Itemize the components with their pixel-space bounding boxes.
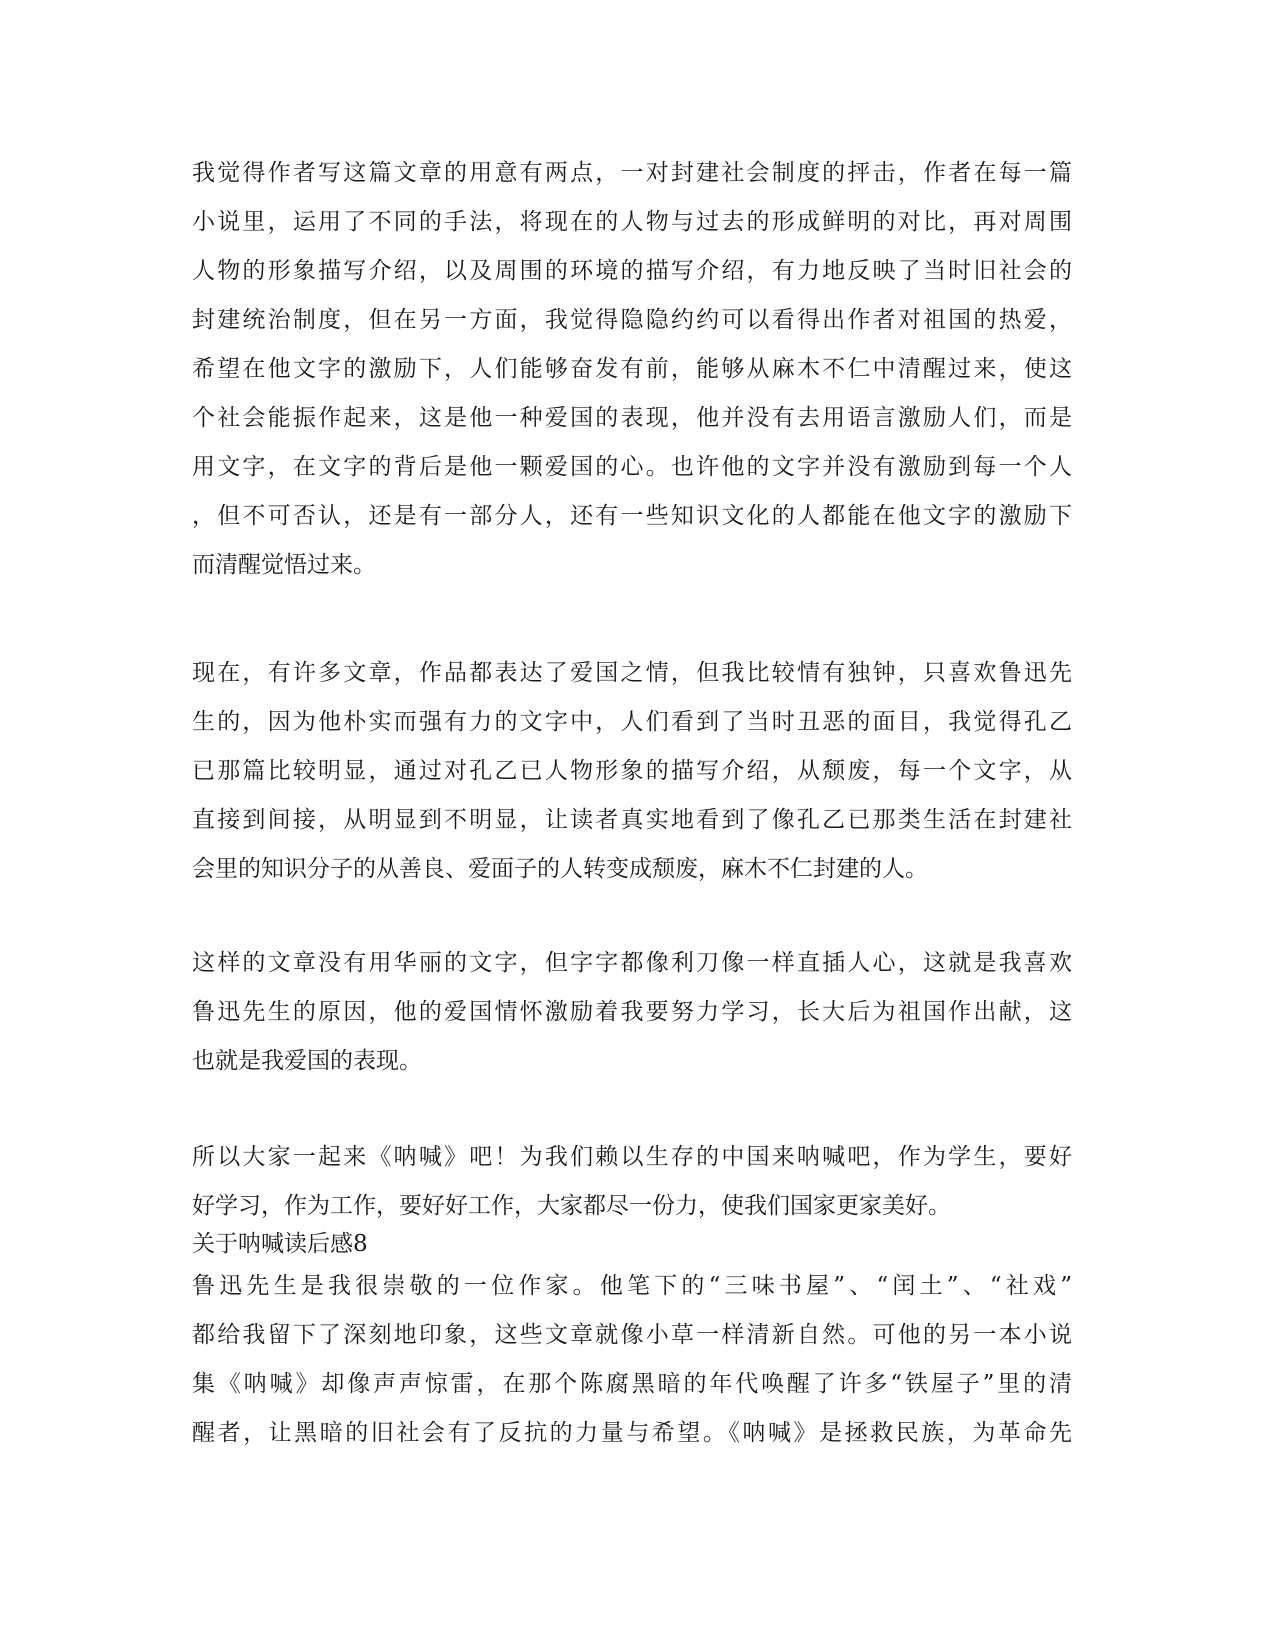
paragraph-line: 我觉得作者写这篇文章的用意有两点，一对封建社会制度的抨击，作者在每一篇 xyxy=(192,160,1072,186)
paragraph-line: 会里的知识分子的从善良、爱面子的人转变成颓废，麻木不仁封建的人。 xyxy=(192,856,928,882)
paragraph-line: 醒者，让黑暗的旧社会有了反抗的力量与希望。《呐喊》是拯救民族，为革命先 xyxy=(192,1420,1072,1446)
paragraph-line: 直接到间接，从明显到不明显，让读者真实地看到了像孔乙已那类生活在封建社 xyxy=(192,807,1072,833)
paragraph-line: 鲁迅先生的原因，他的爱国情怀激励着我要努力学习，长大后为祖国作出献，这 xyxy=(192,999,1072,1025)
paragraph-line: 封建统治制度，但在另一方面，我觉得隐隐约约可以看得出作者对祖国的热爱， xyxy=(192,307,1072,333)
paragraph-4 xyxy=(192,1133,1072,1231)
paragraph-line: 也就是我爱国的表现。 xyxy=(192,1048,422,1074)
section-title: 关于呐喊读后感8 xyxy=(192,1231,368,1257)
paragraph-line: 所以大家一起来《呐喊》吧！为我们赖以生存的中国来呐喊吧，作为学生，要好 xyxy=(192,1144,1072,1170)
paragraph-line: 集《呐喊》却像声声惊雷，在那个陈腐黑暗的年代唤醒了许多“铁屋子”里的清 xyxy=(192,1371,1072,1397)
paragraph-line: ，但不可否认，还是有一部分人，还有一些知识文化的人都能在他文字的激励下 xyxy=(192,503,1072,529)
paragraph-line: 这样的文章没有用华丽的文字，但字字都像利刀像一样直插人心，这就是我喜欢 xyxy=(192,950,1072,976)
paragraph-3 xyxy=(192,939,1072,1086)
paragraph-2 xyxy=(192,649,1072,894)
paragraph-line: 好学习，作为工作，要好好工作，大家都尽一份力，使我们国家更家美好。 xyxy=(192,1193,951,1219)
paragraph-line: 生的，因为他朴实而强有力的文字中，人们看到了当时丑恶的面目，我觉得孔乙 xyxy=(192,709,1072,735)
paragraph-line: 小说里，运用了不同的手法，将现在的人物与过去的形成鲜明的对比，再对周围 xyxy=(192,209,1072,235)
paragraph-line: 用文字，在文字的背后是他一颗爱国的心。也许他的文字并没有激励到每一个人 xyxy=(192,454,1072,480)
paragraph-line: 已那篇比较明显，通过对孔乙已人物形象的描写介绍，从颓废，每一个文字，从 xyxy=(192,758,1072,784)
paragraph-line: 而清醒觉悟过来。 xyxy=(192,552,376,578)
paragraph-line: 现在，有许多文章，作品都表达了爱国之情，但我比较情有独钟，只喜欢鲁迅先 xyxy=(192,660,1072,686)
paragraph-line: 都给我留下了深刻地印象，这些文章就像小草一样清新自然。可他的另一本小说 xyxy=(192,1322,1072,1348)
paragraph-line: 鲁迅先生是我很崇敬的一位作家。他笔下的“三味书屋”、“闰土”、“社戏” xyxy=(192,1273,1072,1299)
paragraph-1 xyxy=(192,149,1072,590)
paragraph-line: 人物的形象描写介绍，以及周围的环境的描写介绍，有力地反映了当时旧社会的 xyxy=(192,258,1072,284)
paragraph-line: 个社会能振作起来，这是他一种爱国的表现，他并没有去用语言激励人们，而是 xyxy=(192,405,1072,431)
paragraph-5 xyxy=(192,1262,1072,1458)
paragraph-line: 希望在他文字的激励下，人们能够奋发有前，能够从麻木不仁中清醒过来，使这 xyxy=(192,356,1072,382)
